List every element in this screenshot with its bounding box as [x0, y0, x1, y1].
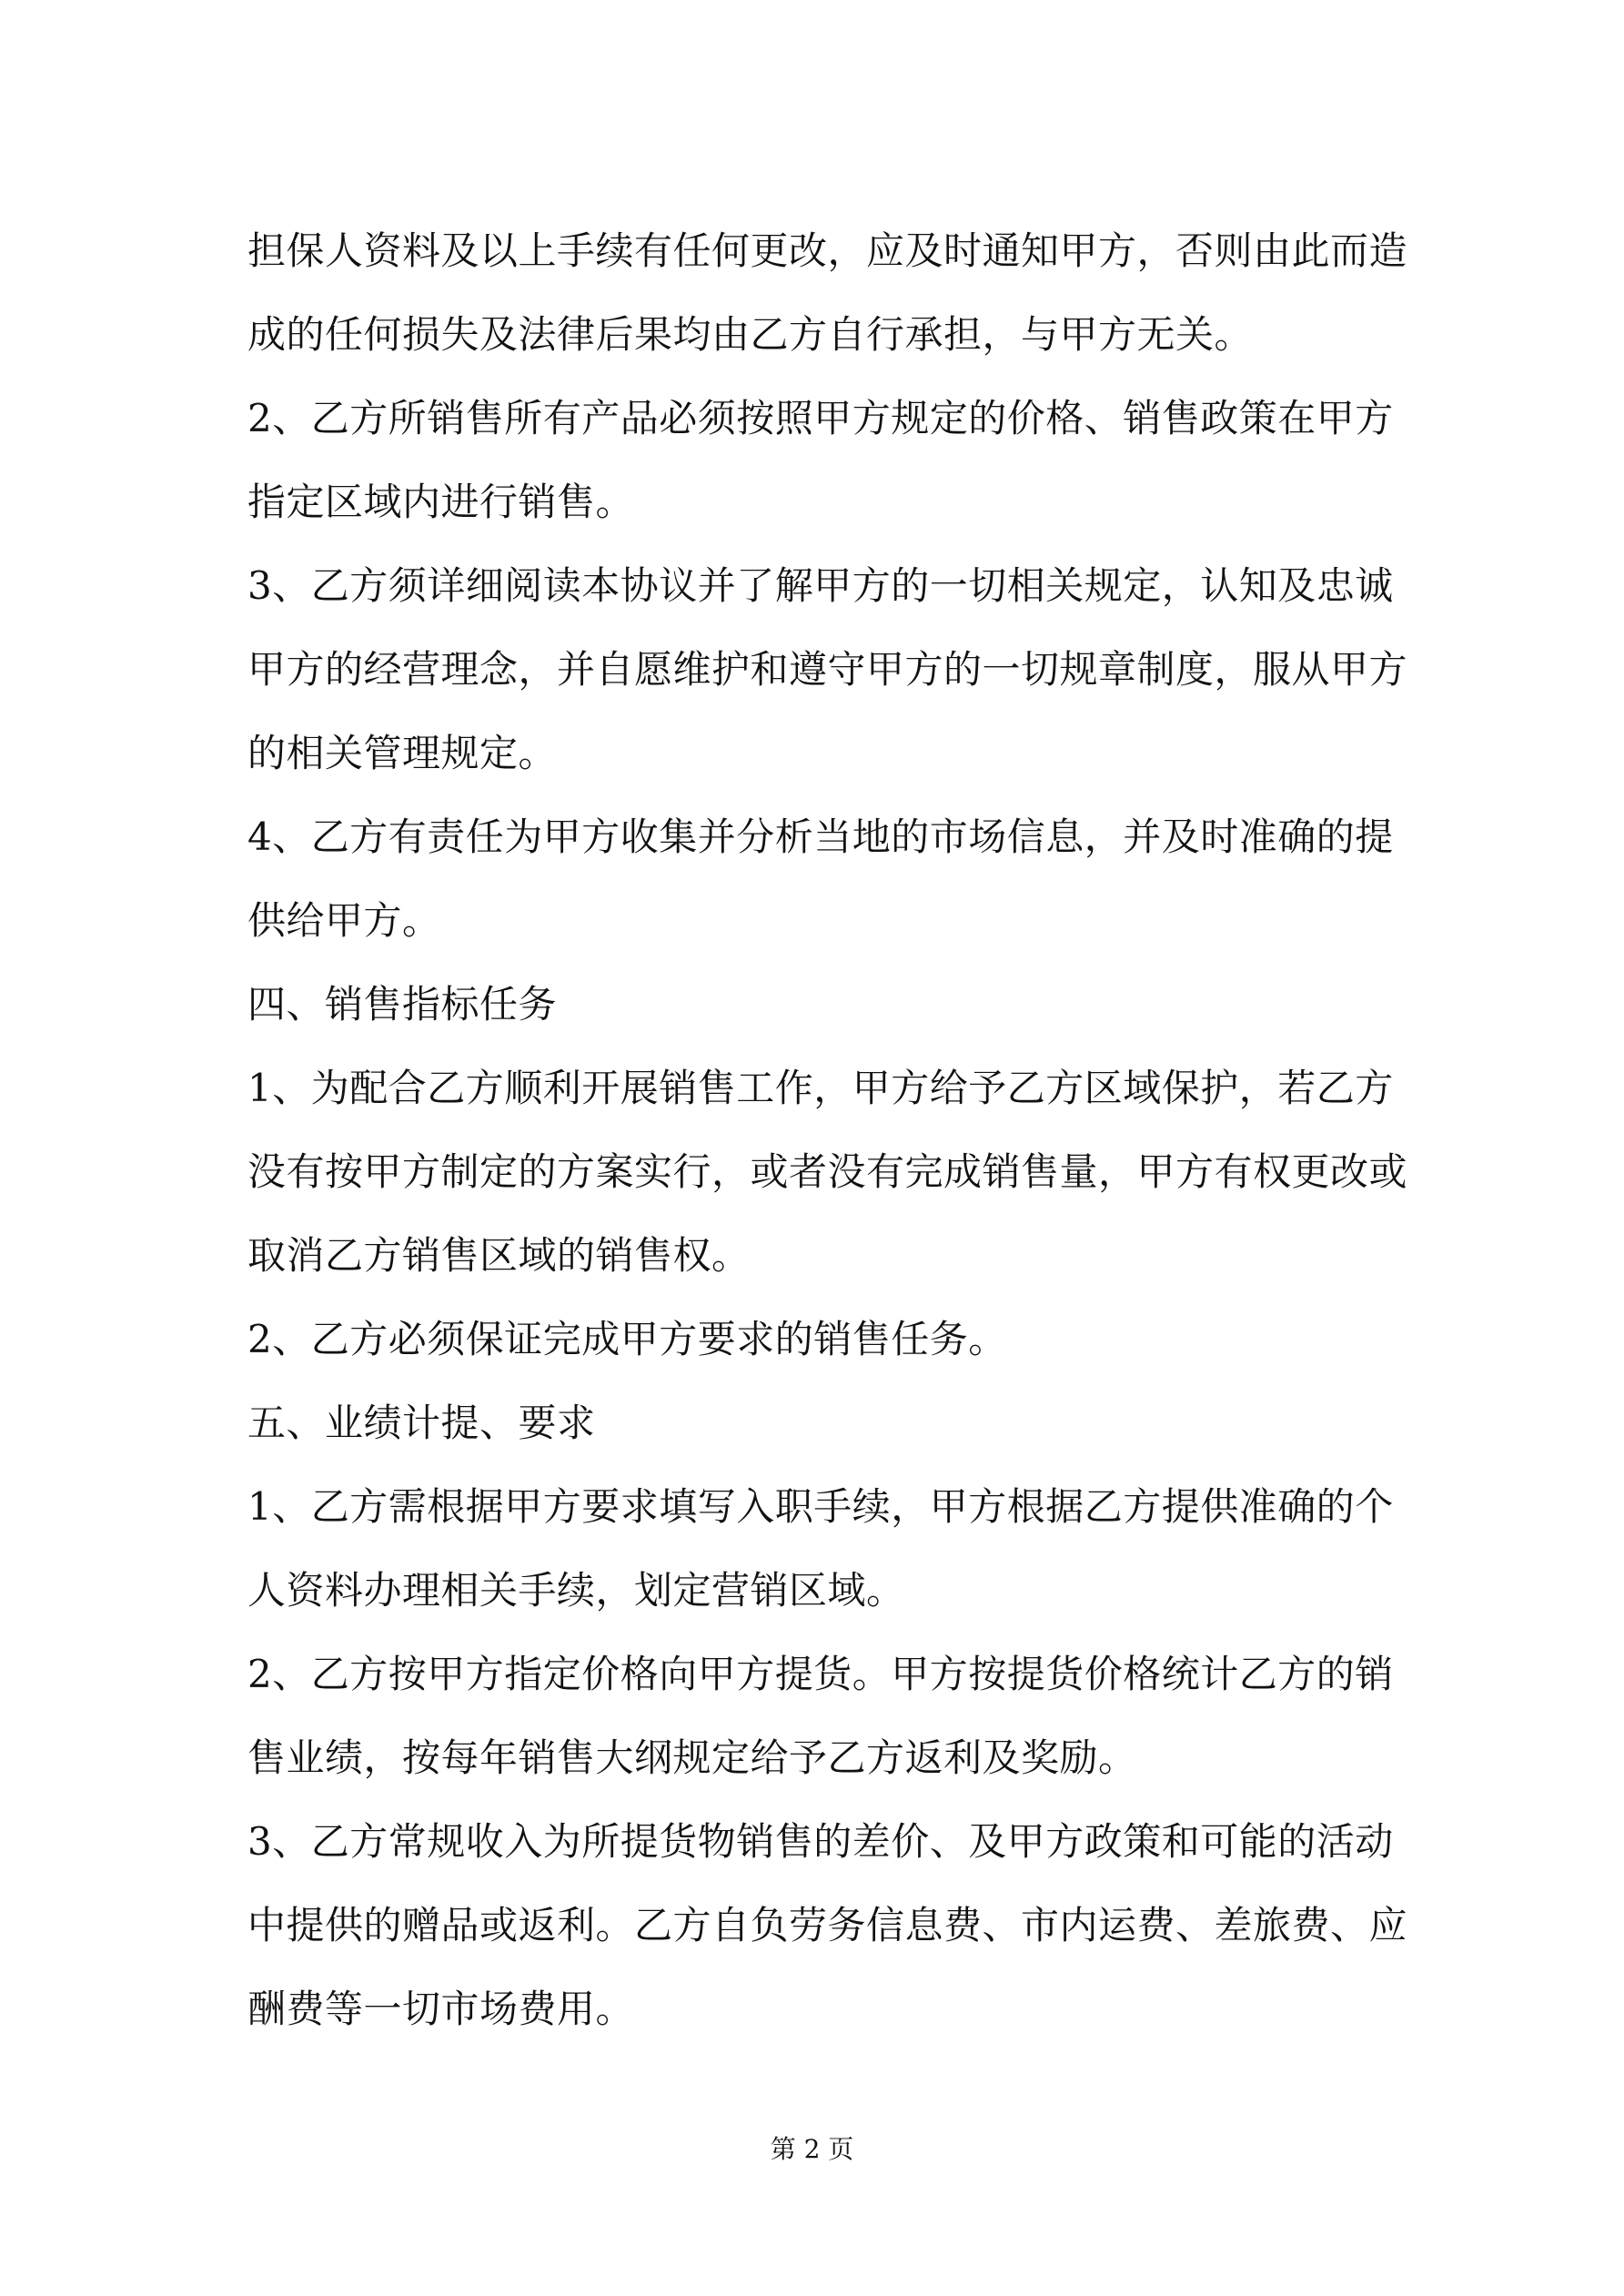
text-line: 1、乙方需根据甲方要求填写入职手续，甲方根据乙方提供准确的个 [247, 1484, 1394, 1529]
text-line: 中提供的赠品或返利。乙方自负劳务信息费、市内运费、差旅费、应 [247, 1903, 1408, 1947]
text-line: 3、乙方须详细阅读本协议并了解甲方的一切相关规定，认知及忠诚 [247, 563, 1394, 608]
text-line: 1、为配合乙方顺利开展销售工作，甲方给予乙方区域保护，若乙方 [247, 1066, 1394, 1110]
text-line: 2、乙方必须保证完成甲方要求的销售任务。 [247, 1317, 1007, 1361]
text-line: 甲方的经营理念，并自愿维护和遵守甲方的一切规章制度，服从甲方 [247, 647, 1408, 692]
text-line: 指定区域内进行销售。 [247, 480, 635, 524]
text-line: 没有按甲方制定的方案实行，或者没有完成销售量，甲方有权更改或 [247, 1149, 1408, 1194]
section-heading: 四、销售指标任务 [247, 982, 558, 1027]
text-line: 酬费等一切市场费用。 [247, 1987, 635, 2031]
text-line: 2、乙方所销售所有产品必须按照甲方规定的价格、销售政策在甲方 [247, 396, 1394, 440]
text-line: 3、乙方常规收入为所提货物销售的差价、及甲方政策和可能的活动 [247, 1819, 1394, 1864]
text-line: 取消乙方销售区域的销售权。 [247, 1233, 751, 1278]
text-line: 成的任何损失及法律后果均由乙方自行承担，与甲方无关。 [247, 312, 1254, 357]
text-line: 的相关管理规定。 [247, 731, 558, 775]
text-line: 售业绩，按每年销售大纲规定给予乙方返利及奖励。 [247, 1735, 1137, 1780]
document-body [247, 209, 1408, 2051]
text-line: 2、乙方按甲方指定价格向甲方提货。甲方按提货价格统计乙方的销 [247, 1652, 1394, 1696]
section-heading: 五、业绩计提、要求 [247, 1401, 596, 1445]
text-line: 供给甲方。 [247, 898, 441, 943]
text-line: 4、乙方有责任为甲方收集并分析当地的市场信息，并及时准确的提 [247, 814, 1394, 859]
page-number: 第 2 页 [770, 2134, 854, 2164]
text-line: 人资料办理相关手续，划定营销区域。 [247, 1568, 905, 1613]
text-line: 担保人资料及以上手续有任何更改，应及时通知甲方，否则由此而造 [247, 228, 1408, 273]
